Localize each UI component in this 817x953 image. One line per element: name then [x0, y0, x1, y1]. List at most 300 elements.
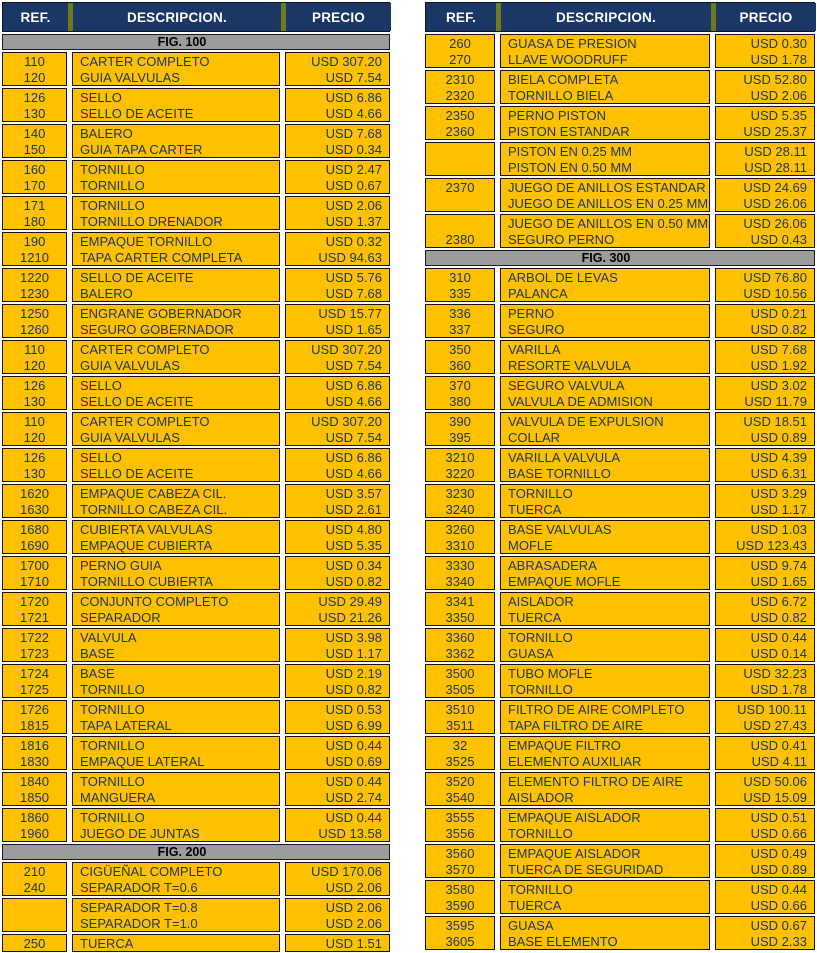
description-value: VALVULA: [80, 629, 137, 645]
price-cell: [715, 340, 815, 374]
price-value: USD 307.20: [311, 53, 382, 69]
row-group: [425, 556, 815, 590]
description-value: TORNILLO: [508, 825, 573, 841]
row-group: [2, 196, 390, 230]
ref-value: 2380: [445, 231, 475, 247]
price-value: USD 7.68: [325, 285, 382, 301]
description-value: TORNILLO: [508, 629, 573, 645]
description-value: MANGUERA: [80, 789, 156, 805]
ref-value: 1230: [20, 285, 49, 301]
row-group: [425, 106, 815, 140]
price-cell: [715, 484, 815, 518]
price-value: USD 3.57: [325, 485, 382, 501]
desc-cell: [500, 880, 710, 914]
description-value: TORNILLO CUBIERTA: [80, 573, 213, 589]
price-value: USD 15.09: [743, 789, 807, 805]
row-group: [425, 772, 815, 806]
description-value: PISTON EN 0.25 MM: [508, 143, 633, 159]
price-value: USD 7.54: [325, 357, 382, 373]
price-cell: [715, 628, 815, 662]
description-value: GUASA: [508, 917, 554, 933]
ref-cell: [2, 520, 67, 554]
price-cell: [715, 700, 815, 734]
price-cell: [715, 664, 815, 698]
ref-value: 310: [449, 269, 471, 285]
price-value: USD 3.29: [750, 485, 807, 501]
ref-cell: [425, 700, 495, 734]
ref-value: 110: [24, 53, 45, 69]
description-value: SEGURO: [508, 321, 565, 337]
ref-value: 1860: [20, 809, 49, 825]
price-value: USD 2.06: [750, 87, 807, 103]
description-value: JUEGO DE ANILLOS EN 0.50 MM: [508, 215, 709, 231]
ref-value: 190: [23, 233, 46, 249]
ref-value: 110: [24, 413, 45, 429]
ref-cell: [2, 448, 67, 482]
desc-cell: [72, 124, 280, 158]
price-value: USD 0.44: [750, 881, 807, 897]
row-group: [425, 916, 815, 950]
price-value: USD 0.44: [750, 629, 807, 645]
ref-cell: [2, 772, 67, 806]
price-cell: [285, 196, 390, 230]
desc-cell: [72, 628, 280, 662]
ref-value: 1723: [20, 645, 49, 661]
description-value: BASE VALVULAS: [508, 521, 612, 537]
price-value: USD 2.74: [325, 789, 382, 805]
price-cell: [715, 34, 815, 68]
price-cell: [285, 52, 390, 86]
description-value: ENGRANE GOBERNADOR: [80, 305, 242, 321]
desc-cell: [72, 736, 280, 770]
row-group: [2, 664, 390, 698]
row-group: [2, 556, 390, 590]
price-value: USD 0.34: [325, 557, 382, 573]
price-value: USD 2.06: [325, 197, 382, 213]
ref-value: 2370: [445, 179, 475, 195]
description-value: PALANCA: [508, 285, 568, 301]
description-value: VALVULA DE ADMISION: [508, 393, 653, 409]
ref-value: 3330: [445, 557, 475, 573]
price-value: USD 100.11: [737, 701, 807, 717]
desc-cell: [72, 772, 280, 806]
desc-cell: [72, 808, 280, 842]
price-value: USD 6.72: [750, 593, 807, 609]
ref-cell: [425, 520, 495, 554]
price-value: USD 25.37: [743, 123, 807, 139]
desc-cell: [500, 772, 710, 806]
row-group: [425, 376, 815, 410]
ref-value: 150: [23, 141, 46, 157]
desc-cell: [72, 196, 280, 230]
price-value: USD 5.35: [750, 107, 807, 123]
desc-cell: [72, 700, 280, 734]
price-cell: [285, 862, 390, 896]
ref-value: 1722: [20, 629, 49, 645]
description-value: JUEGO DE ANILLOS EN 0.25 MM: [508, 195, 709, 211]
description-value: PERNO GUIA: [80, 557, 162, 573]
description-value: TORNILLO DRENADOR: [80, 213, 223, 229]
price-cell: [715, 808, 815, 842]
description-value: GUIA VALVULAS: [80, 429, 180, 445]
ref-value: 3310: [445, 537, 475, 553]
row-group: [425, 340, 815, 374]
price-value: USD 4.66: [325, 393, 382, 409]
description-value: VARILLA: [508, 341, 561, 357]
ref-value: [3, 899, 66, 915]
row-group: [2, 124, 390, 158]
row-group: [425, 34, 815, 68]
column-header-ref: REF.: [3, 3, 68, 31]
description-value: TORNILLO: [508, 485, 573, 501]
price-value: USD 18.51: [743, 413, 807, 429]
price-cell: [285, 592, 390, 626]
ref-value: 32: [452, 737, 468, 753]
ref-value: 336: [449, 305, 471, 321]
price-value: USD 0.82: [325, 681, 382, 697]
ref-value: 335: [449, 285, 471, 301]
ref-cell: [425, 376, 495, 410]
row-group: [425, 484, 815, 518]
ref-value: 180: [23, 213, 46, 229]
row-group: [2, 736, 390, 770]
ref-value: 1815: [20, 717, 49, 733]
ref-cell: [425, 34, 495, 68]
ref-value: 1210: [20, 249, 49, 265]
description-value: PERNO PISTON: [508, 107, 607, 123]
description-value: SELLO DE ACEITE: [80, 465, 194, 481]
price-cell: [715, 106, 815, 140]
ref-cell: [425, 268, 495, 302]
price-value: USD 4.39: [750, 449, 807, 465]
price-value: USD 26.06: [743, 215, 807, 231]
desc-cell: [500, 556, 710, 590]
ref-cell: [425, 880, 495, 914]
ref-value: 1725: [20, 681, 49, 697]
price-value: USD 21.26: [318, 609, 382, 625]
price-value: USD 2.19: [325, 665, 382, 681]
price-value: USD 10.56: [743, 285, 807, 301]
ref-value: 3500: [445, 665, 475, 681]
price-value: USD 0.82: [325, 573, 382, 589]
price-cell: [715, 844, 815, 878]
ref-cell: [425, 772, 495, 806]
ref-value: 110: [24, 341, 45, 357]
price-cell: [285, 448, 390, 482]
price-cell: [715, 412, 815, 446]
price-value: USD 4.66: [325, 105, 382, 121]
desc-cell: [500, 664, 710, 698]
ref-value: 3556: [445, 825, 475, 841]
ref-cell: [425, 178, 495, 212]
ref-value: 170: [23, 177, 46, 193]
row-group: [2, 52, 390, 86]
ref-value: 3240: [445, 501, 475, 517]
description-value: SEPARADOR T=1.0: [80, 915, 198, 931]
price-value: USD 28.11: [744, 159, 807, 175]
ref-value: 3595: [445, 917, 475, 933]
row-group: [2, 628, 390, 662]
description-value: SELLO DE ACEITE: [80, 393, 194, 409]
desc-cell: [72, 88, 280, 122]
ref-value: 120: [23, 357, 46, 373]
description-value: RESORTE VALVULA: [508, 357, 631, 373]
ref-cell: [425, 736, 495, 770]
row-group: [2, 862, 390, 896]
desc-cell: [500, 142, 710, 176]
description-value: SELLO: [80, 449, 122, 465]
desc-cell: [500, 268, 710, 302]
ref-cell: [425, 412, 495, 446]
description-value: BASE: [80, 665, 115, 681]
ref-value: 130: [23, 105, 46, 121]
price-cell: [285, 88, 390, 122]
ref-cell: [425, 448, 495, 482]
description-value: SELLO: [80, 89, 122, 105]
desc-cell: [500, 520, 710, 554]
price-cell: [285, 160, 390, 194]
ref-value: 2320: [445, 87, 475, 103]
ref-cell: [2, 232, 67, 266]
ref-value: 3341: [445, 593, 475, 609]
price-value: USD 6.86: [325, 449, 382, 465]
ref-value: 3570: [445, 861, 475, 877]
ref-value: 1680: [20, 521, 49, 537]
price-value: USD 307.20: [311, 413, 382, 429]
description-value: TORNILLO: [80, 161, 145, 177]
price-value: USD 0.66: [750, 897, 807, 913]
price-value: USD 0.51: [750, 809, 807, 825]
ref-value: 250: [23, 935, 46, 951]
ref-value: [426, 143, 494, 159]
price-value: USD 94.63: [318, 249, 382, 265]
ref-value: 130: [23, 465, 46, 481]
price-cell: [285, 484, 390, 518]
price-cell: [715, 268, 815, 302]
ref-cell: [425, 304, 495, 338]
ref-cell: [2, 412, 67, 446]
desc-cell: [500, 34, 710, 68]
row-group: [2, 772, 390, 806]
price-cell: [285, 664, 390, 698]
desc-cell: [500, 736, 710, 770]
ref-cell: [2, 124, 67, 158]
description-value: SELLO DE ACEITE: [80, 105, 194, 121]
ref-value: 1630: [20, 501, 49, 517]
price-value: USD 0.67: [325, 177, 382, 193]
row-group: [2, 268, 390, 302]
description-value: EMPAQUE MOFLE: [508, 573, 621, 589]
desc-cell: [72, 934, 280, 952]
desc-cell: [72, 592, 280, 626]
ref-cell: [2, 484, 67, 518]
ref-value: 130: [23, 393, 46, 409]
ref-value: 3555: [445, 809, 475, 825]
ref-value: [426, 159, 494, 175]
description-value: VARILLA VALVULA: [508, 449, 621, 465]
description-value: TUERCA: [508, 897, 562, 913]
price-cell: [285, 412, 390, 446]
description-value: GUIA VALVULAS: [80, 69, 180, 85]
description-value: TORNILLO: [508, 681, 573, 697]
ref-value: 3510: [445, 701, 475, 717]
price-cell: [285, 232, 390, 266]
price-value: USD 6.31: [750, 465, 807, 481]
price-value: USD 3.02: [750, 377, 807, 393]
description-value: AISLADOR: [508, 789, 574, 805]
description-value: TORNILLO: [80, 197, 145, 213]
price-cell: [285, 124, 390, 158]
price-value: USD 1.78: [750, 51, 807, 67]
ref-cell: [2, 556, 67, 590]
price-value: USD 0.32: [325, 233, 382, 249]
description-value: TORNILLO: [80, 681, 145, 697]
desc-cell: [500, 808, 710, 842]
row-group: [2, 484, 390, 518]
ref-value: [426, 195, 494, 211]
ref-value: 3220: [445, 465, 475, 481]
price-cell: [715, 916, 815, 950]
description-value: PERNO: [508, 305, 555, 321]
description-value: EMPAQUE AISLADOR: [508, 809, 641, 825]
desc-cell: [72, 412, 280, 446]
row-group: [2, 88, 390, 122]
desc-cell: [72, 520, 280, 554]
price-value: USD 0.69: [325, 753, 382, 769]
ref-value: 1700: [20, 557, 49, 573]
price-cell: [715, 70, 815, 104]
description-value: CIGÜEÑAL COMPLETO: [80, 863, 223, 879]
row-group: [2, 700, 390, 734]
desc-cell: [72, 448, 280, 482]
ref-cell: [2, 340, 67, 374]
ref-cell: [425, 214, 495, 248]
price-value: USD 0.44: [325, 737, 382, 753]
description-value: ELEMENTO FILTRO DE AIRE: [508, 773, 684, 789]
description-value: TORNILLO: [80, 773, 145, 789]
desc-cell: [72, 340, 280, 374]
description-value: PISTON ESTANDAR: [508, 123, 630, 139]
price-cell: [285, 520, 390, 554]
price-cell: [285, 556, 390, 590]
price-cell: [715, 520, 815, 554]
price-value: USD 5.76: [325, 269, 382, 285]
ref-value: [3, 915, 66, 931]
column-header-descripcion: DESCRIPCION.: [501, 3, 711, 31]
desc-cell: [72, 232, 280, 266]
price-value: USD 1.65: [750, 573, 807, 589]
column-header-precio: PRECIO: [716, 3, 816, 31]
description-value: BASE TORNILLO: [508, 465, 611, 481]
description-value: GUASA: [508, 645, 554, 661]
description-value: TORNILLO: [80, 737, 145, 753]
description-value: EMPAQUE LATERAL: [80, 753, 205, 769]
ref-cell: [2, 808, 67, 842]
price-value: USD 26.06: [743, 195, 807, 211]
price-value: USD 1.51: [325, 935, 382, 951]
description-value: ABRASADERA: [508, 557, 597, 573]
row-group: [425, 268, 815, 302]
description-value: BALERO: [80, 285, 133, 301]
ref-cell: [425, 916, 495, 950]
row-group: [2, 592, 390, 626]
desc-cell: [500, 700, 710, 734]
description-value: BALERO: [80, 125, 133, 141]
description-value: SELLO DE ACEITE: [80, 269, 194, 285]
row-group: [425, 700, 815, 734]
row-group: [2, 412, 390, 446]
desc-cell: [500, 916, 710, 950]
price-value: USD 6.86: [325, 89, 382, 105]
price-cell: [715, 556, 815, 590]
ref-value: 1721: [20, 609, 49, 625]
row-group: [2, 448, 390, 482]
price-value: USD 5.35: [325, 537, 382, 553]
price-value: USD 0.67: [750, 917, 807, 933]
description-value: GUIA TAPA CARTER: [80, 141, 203, 157]
desc-cell: [72, 556, 280, 590]
ref-cell: [2, 592, 67, 626]
price-value: USD 307.20: [311, 341, 382, 357]
row-group: [425, 448, 815, 482]
price-value: USD 50.06: [743, 773, 807, 789]
ref-value: 1724: [20, 665, 49, 681]
price-cell: [715, 736, 815, 770]
ref-cell: [2, 664, 67, 698]
ref-value: 3560: [445, 845, 475, 861]
ref-cell: [2, 196, 67, 230]
ref-cell: [2, 862, 67, 896]
price-value: USD 2.47: [325, 161, 382, 177]
price-cell: [285, 628, 390, 662]
row-group: [425, 142, 815, 176]
description-value: CUBIERTA VALVULAS: [80, 521, 213, 537]
ref-value: 3350: [445, 609, 475, 625]
desc-cell: [500, 178, 710, 212]
ref-cell: [2, 934, 67, 952]
ref-value: 126: [23, 89, 46, 105]
price-cell: [715, 214, 815, 248]
ref-cell: [2, 268, 67, 302]
desc-cell: [500, 412, 710, 446]
price-cell: [715, 880, 815, 914]
price-value: USD 170.06: [311, 863, 382, 879]
desc-cell: [500, 628, 710, 662]
price-value: USD 4.80: [325, 521, 382, 537]
ref-cell: [425, 106, 495, 140]
price-value: USD 1.78: [750, 681, 807, 697]
description-value: BASE ELEMENTO: [508, 933, 618, 949]
figure-section-band: FIG. 100: [2, 34, 390, 50]
ref-value: 126: [23, 377, 46, 393]
ref-value: 2360: [445, 123, 475, 139]
price-cell: [715, 448, 815, 482]
ref-value: 240: [23, 879, 46, 895]
price-value: USD 0.41: [750, 737, 807, 753]
ref-value: 1960: [20, 825, 49, 841]
ref-value: [426, 215, 494, 231]
description-value: TORNILLO: [80, 701, 145, 717]
ref-value: 160: [23, 161, 46, 177]
ref-cell: [2, 376, 67, 410]
desc-cell: [500, 484, 710, 518]
description-value: TORNILLO: [508, 881, 573, 897]
ref-value: 1690: [20, 537, 49, 553]
price-value: USD 6.99: [325, 717, 382, 733]
price-value: USD 0.30: [750, 35, 807, 51]
row-group: [2, 232, 390, 266]
ref-value: 370: [449, 377, 471, 393]
